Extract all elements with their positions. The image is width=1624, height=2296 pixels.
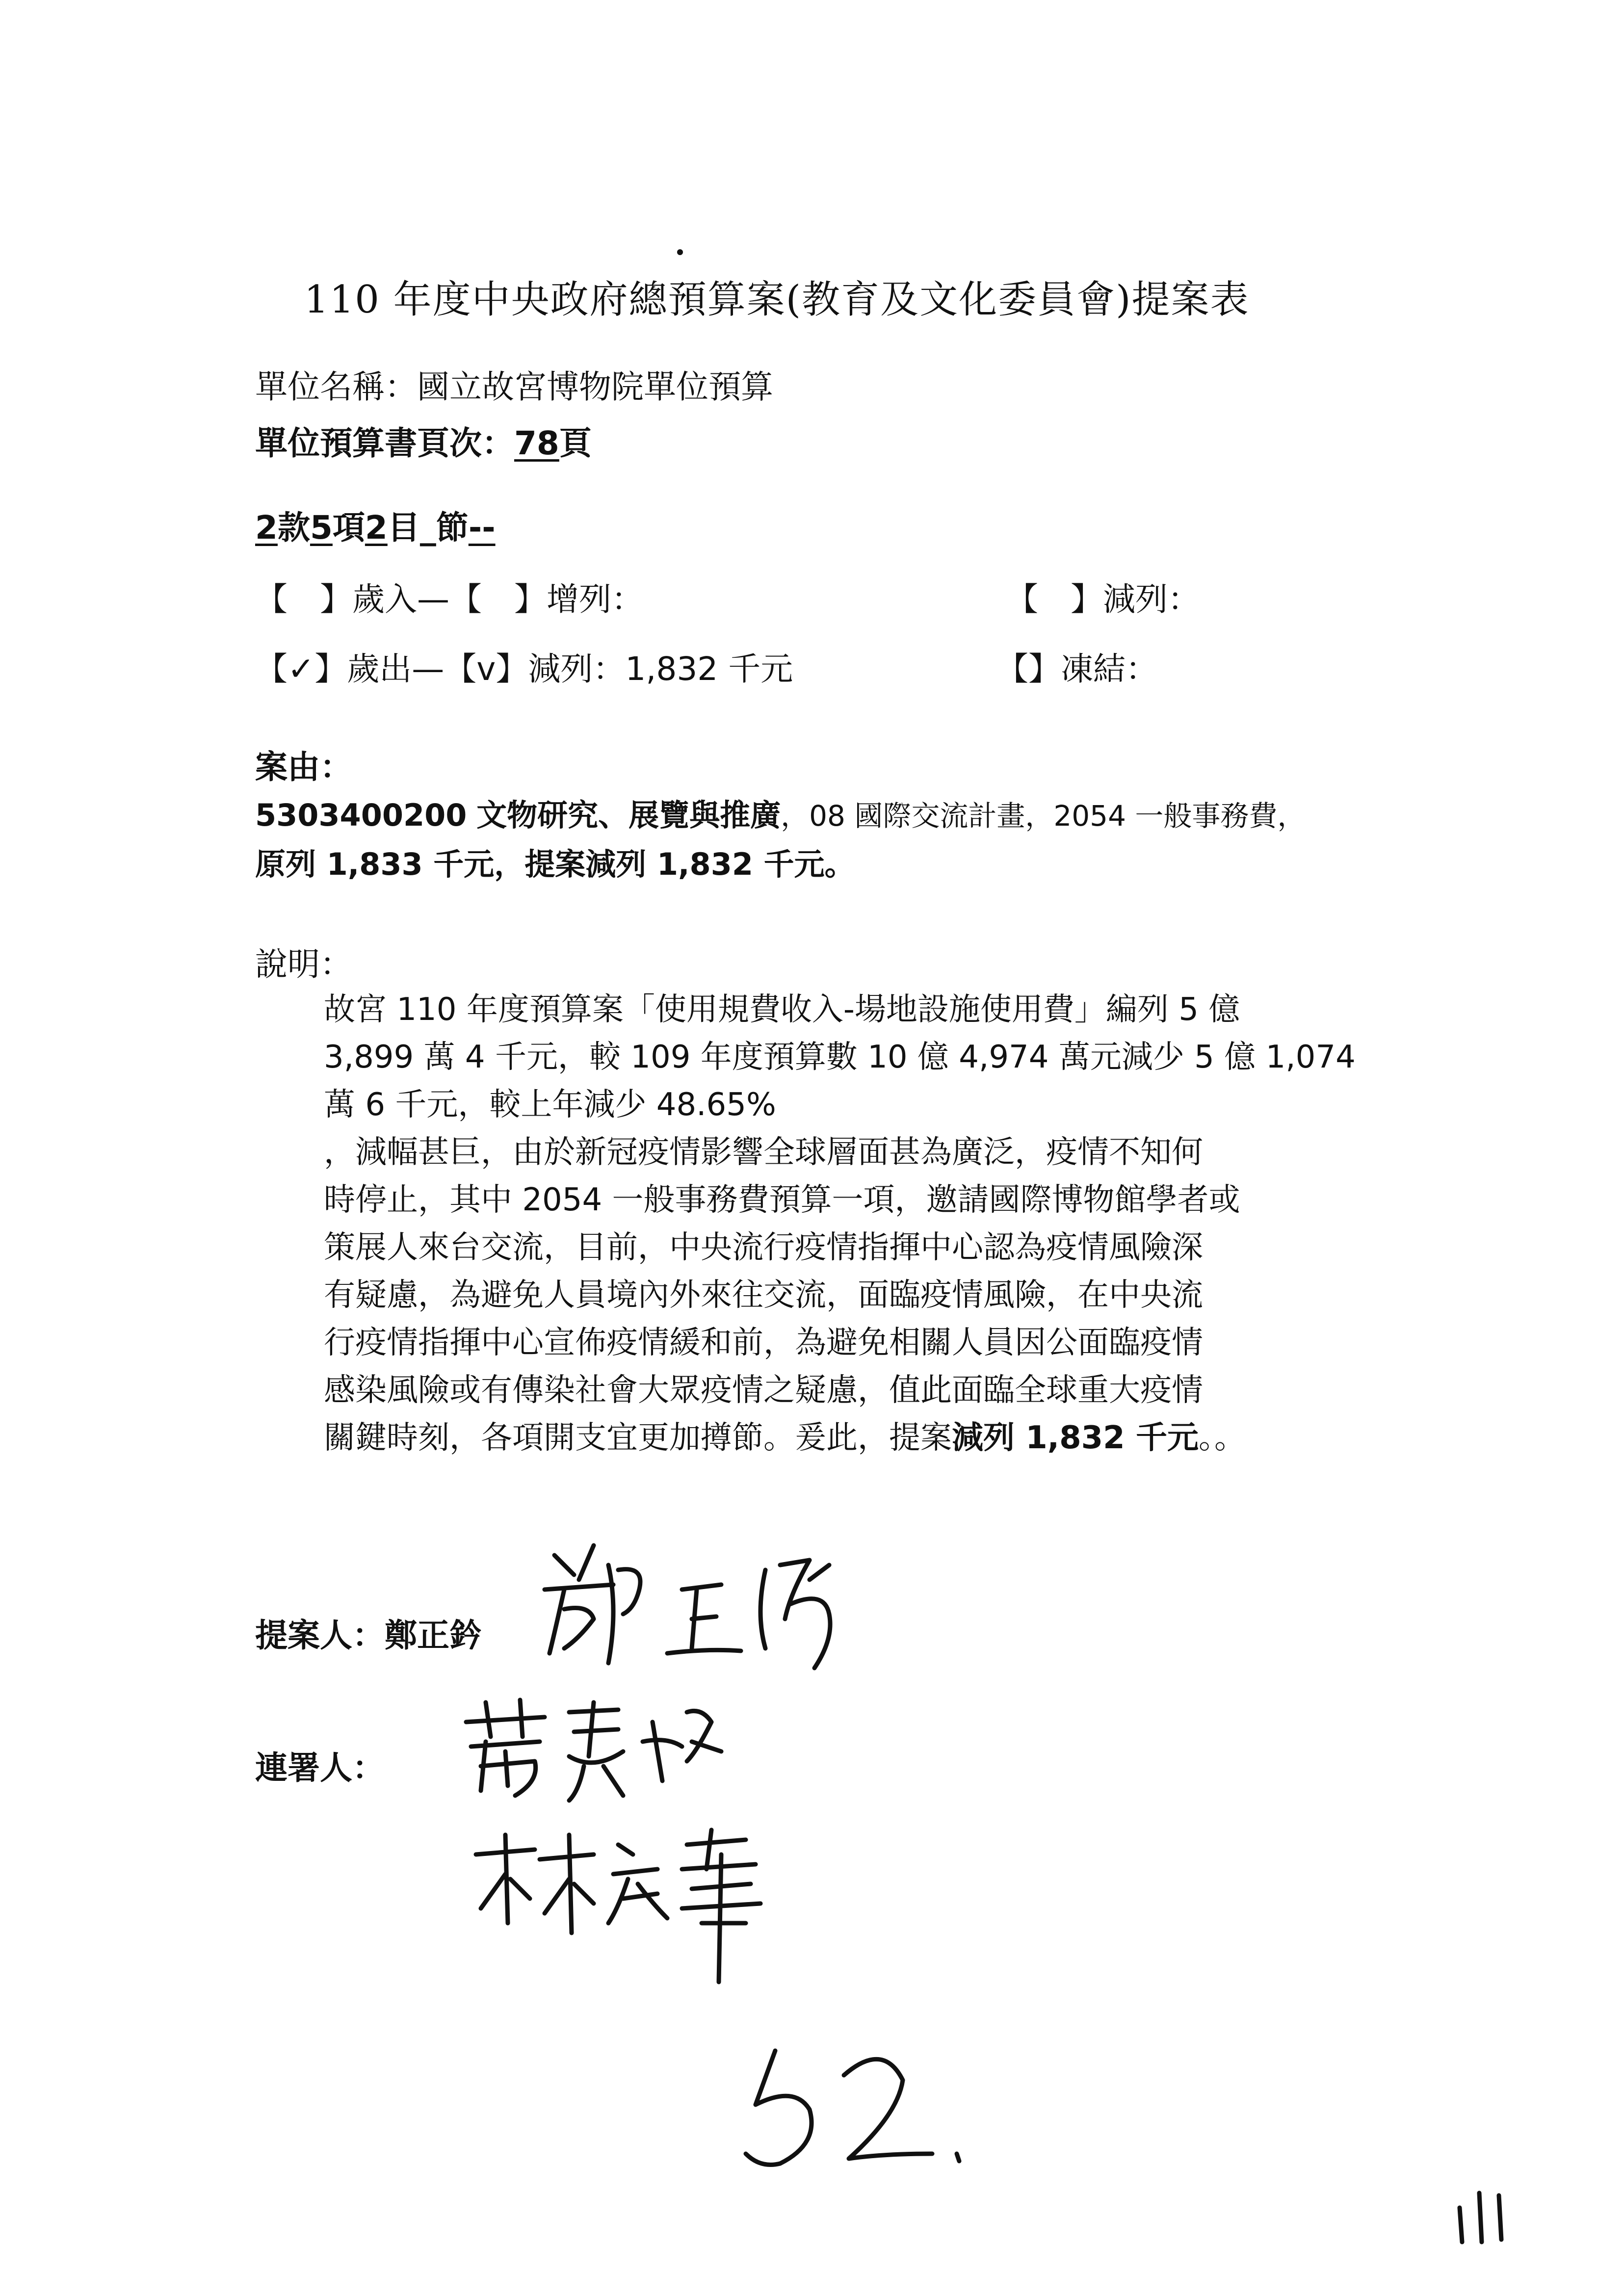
page-reference: [255, 417, 592, 464]
explanation-line: 策展人來台交流，目前，中央流行疫情指揮中心認為疫情風險深: [324, 1229, 1203, 1266]
unit-name: 單位名稱：國立故宮博物院單位預算: [255, 368, 773, 406]
explanation-line: 行疫情指揮中心宣佈疫情緩和前，為避免相關人員因公面臨疫情: [324, 1325, 1203, 1361]
mu-number: 2: [365, 509, 388, 547]
kuan-number: 2: [255, 509, 278, 547]
explanation-line: 萬 6 千元，較上年減少 48.65%: [324, 1087, 776, 1123]
stray-dot: [677, 249, 683, 255]
explanation-line: 3,899 萬 4 千元，較 109 年度預算數 10 億 4,974 萬元減少 5 億 1,074: [324, 1039, 1356, 1075]
signature-cosigner-2: [471, 1825, 785, 1992]
jie-blank: _: [419, 509, 436, 547]
explanation-line-last: 關鍵時刻，各項開支宜更加撙節。爰此，提案減列 1,832 千元。。: [324, 1420, 1246, 1456]
reason-label: 案由：: [255, 748, 352, 786]
cosigner-label: 連署人：: [255, 1749, 385, 1787]
signature-proposer: [535, 1536, 878, 1683]
xiang-number: 5: [310, 509, 333, 547]
reason-line-1: [255, 791, 1306, 835]
revenue-row-left: 【 】歲入—【 】增列：: [255, 580, 644, 618]
mu-label: 目: [387, 509, 420, 547]
page-ref-label: 單位預算書頁次：: [255, 424, 514, 462]
proposer-label: 提案人：鄭正鈐: [255, 1617, 482, 1654]
reason-name: 文物研究、展覽與推廣: [476, 797, 781, 833]
explanation-line: 感染風險或有傳染社會大眾疫情之疑慮，值此面臨全球重大疫情: [324, 1372, 1203, 1409]
expenditure-row-left: 【✓】歲出—【v】減列：1,832 千元: [255, 650, 793, 688]
xiang-label: 項: [332, 509, 365, 547]
reason-code: 5303400200: [255, 797, 467, 833]
explanation-label: 說明：: [255, 945, 352, 983]
jie-label: 節: [436, 509, 469, 547]
revenue-row-right: 【 】減列：: [1006, 580, 1200, 618]
signature-cosigner-1: [456, 1693, 731, 1810]
document-title: 110 年度中央政府總預算案(教育及文化委員會)提案表: [304, 278, 1250, 322]
expenditure-row-right: 【】凍結：: [996, 650, 1158, 688]
explanation-line: ，減幅甚巨，由於新冠疫情影響全球層面甚為廣泛，疫情不知何: [324, 1134, 1203, 1171]
page-ref-suffix: 頁: [559, 424, 592, 462]
jie-number: --: [468, 509, 496, 547]
handwritten-page-number: [736, 2031, 981, 2178]
budget-item-line: [255, 501, 496, 548]
explanation-line: 故宮 110 年度預算案「使用規費收入-場地設施使用費」編列 5 億: [324, 991, 1240, 1028]
page-ref-number: 78: [514, 424, 559, 462]
reason-plan: ，08 國際交流計畫，2054 一般事務費，: [781, 799, 1306, 833]
explanation-body: [324, 986, 1356, 1462]
explanation-line: 有疑慮，為避免人員境內外來往交流，面臨疫情風險，在中央流: [324, 1277, 1203, 1313]
corner-page-mark: [1452, 2188, 1511, 2252]
explanation-line: 時停止，其中 2054 一般事務費預算一項，邀請國際博物館學者或: [324, 1182, 1240, 1218]
reason-line-2: 原列 1,833 千元，提案減列 1,832 千元。: [255, 846, 855, 882]
kuan-label: 款: [277, 509, 310, 547]
